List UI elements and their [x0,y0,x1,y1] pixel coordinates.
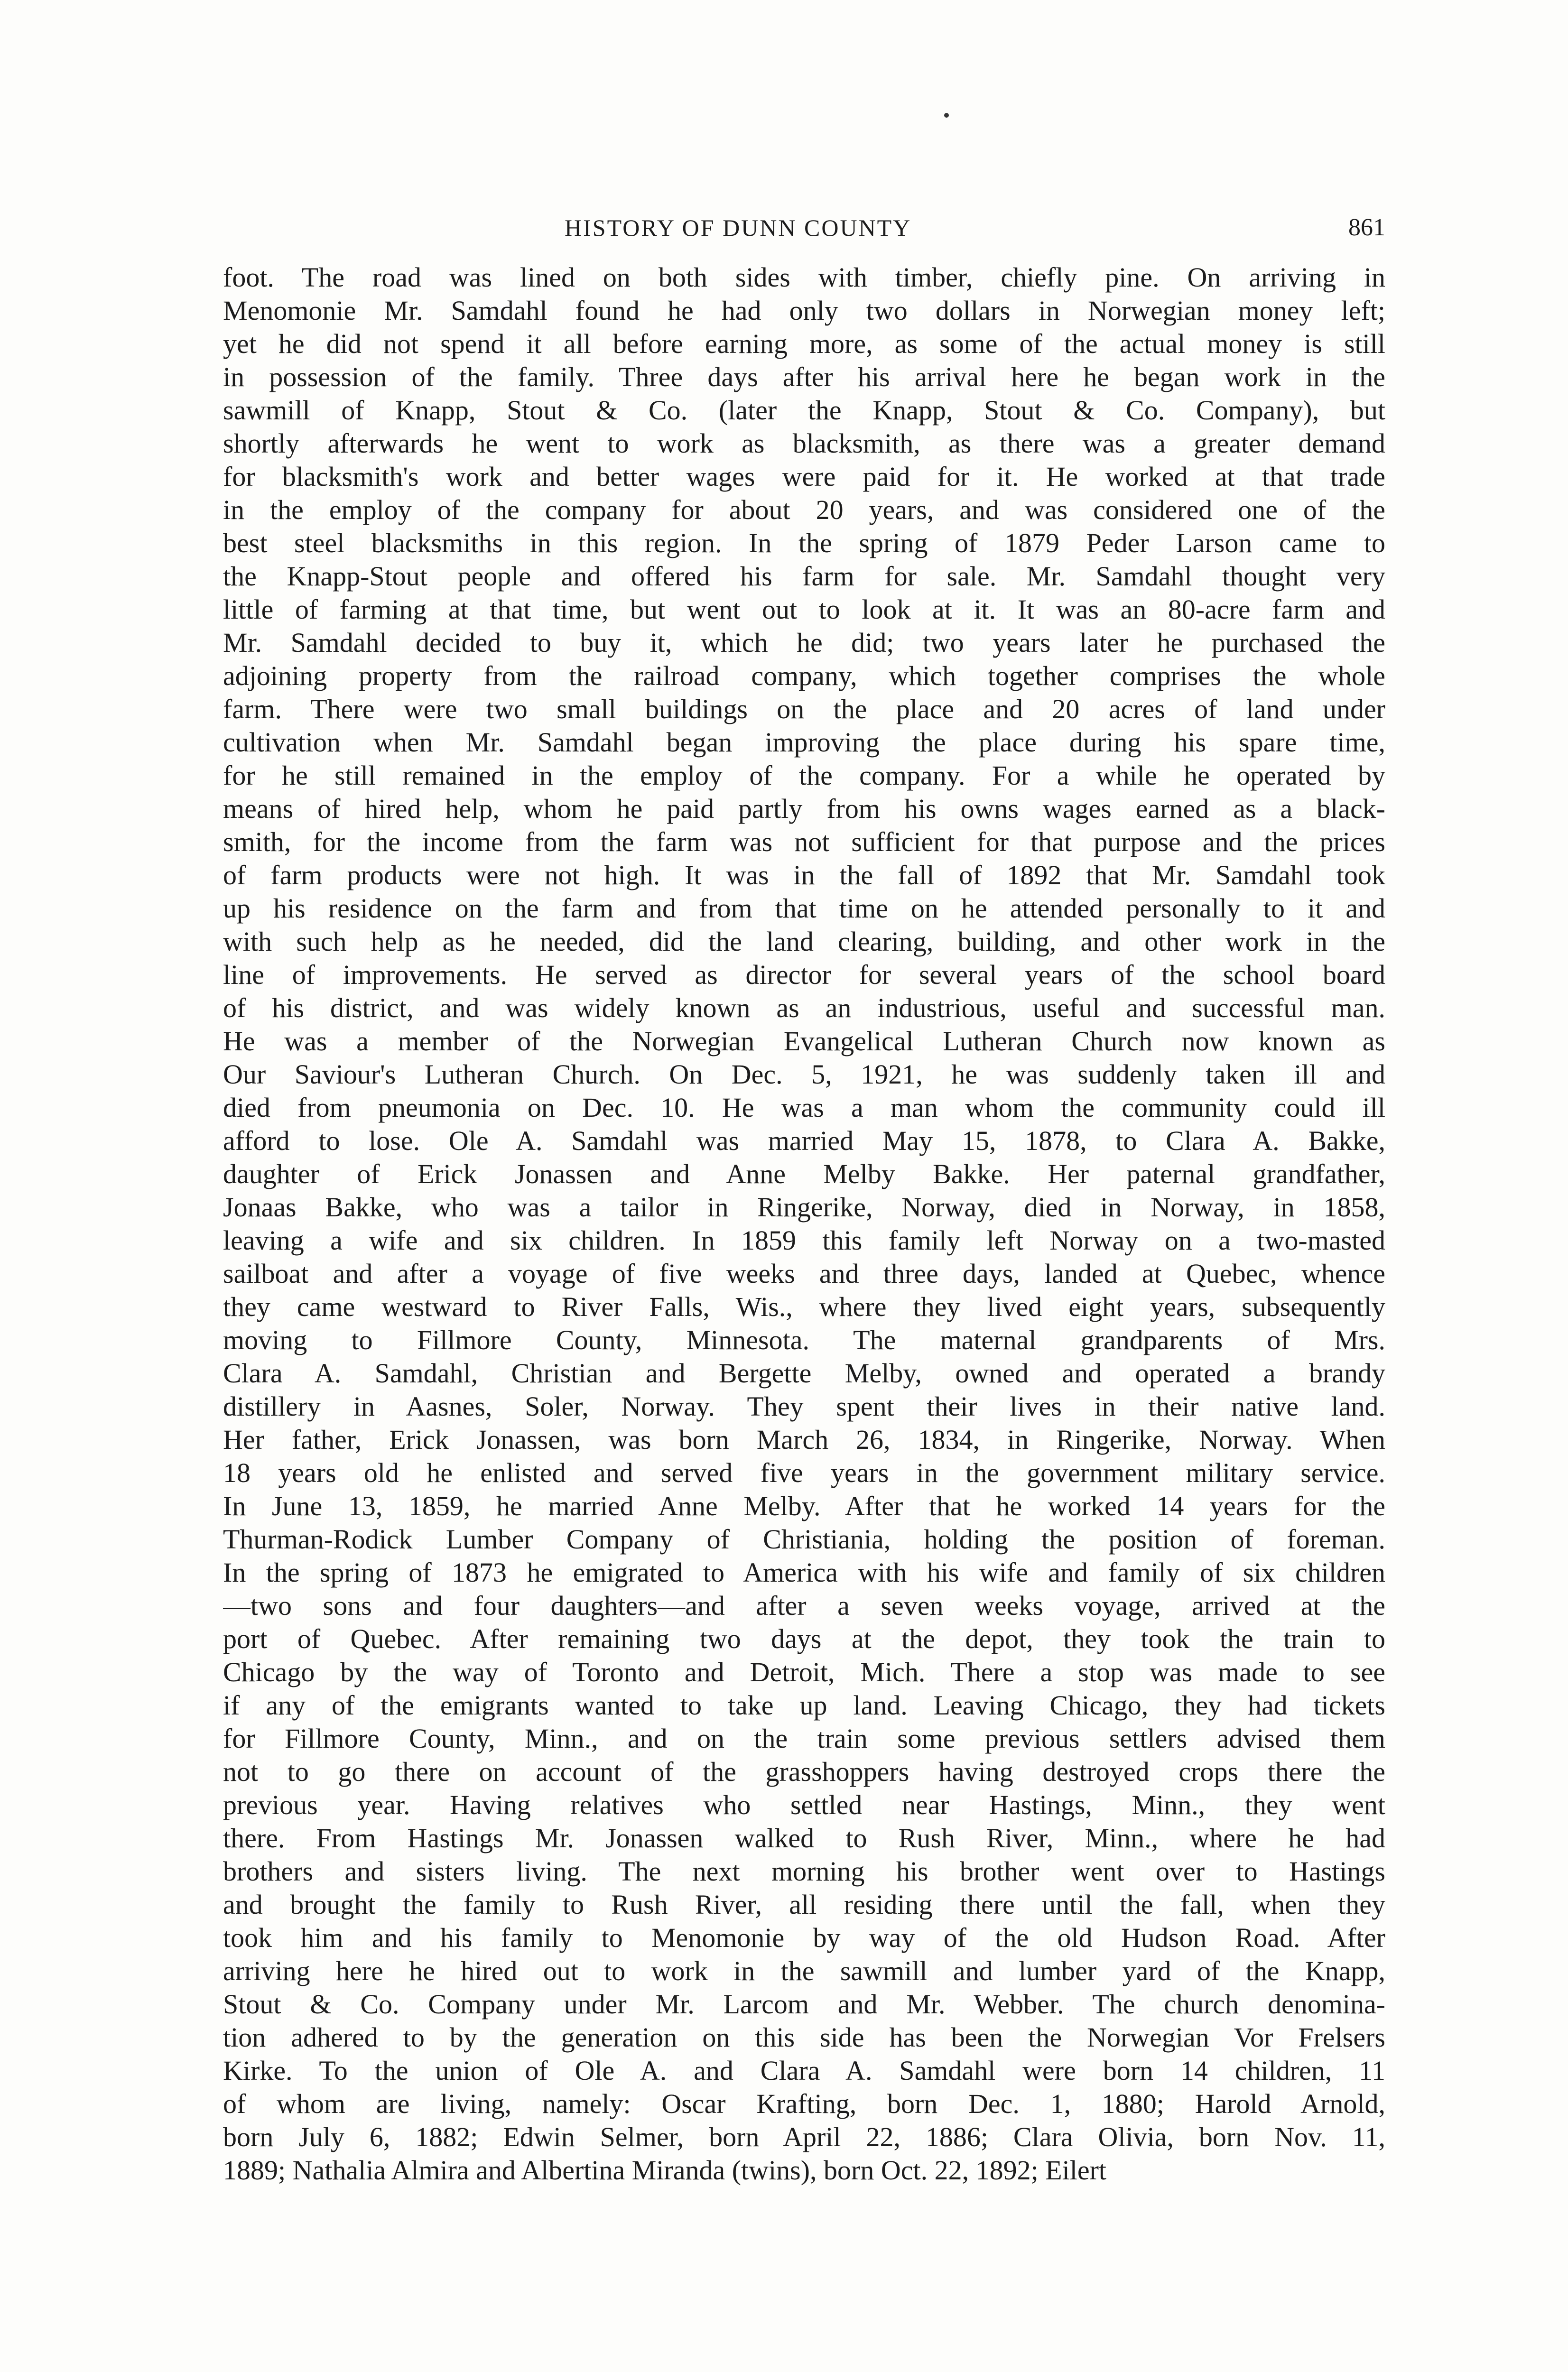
text-line: Stout & Co. Company under Mr. Larcom and Mr. Webber. The church denomina- [223,1989,1385,2020]
text-line: best steel blacksmiths in this region. In the spring of 1879 Peder Larson came to [223,528,1385,558]
text-line: in possession of the family. Three days after his arrival here he began work in the [223,361,1385,392]
text-line: Her father, Erick Jonassen, was born March 26, 1834, in Ringerike, Norway. When [223,1424,1385,1455]
text-line: of his district, and was widely known as an industrious, useful and successful man. [223,992,1385,1023]
text-line: Clara A. Samdahl, Christian and Bergette Melby, owned and operated a brandy [223,1358,1385,1389]
text-line: leaving a wife and six children. In 1859 this family left Norway on a two-masted [223,1225,1385,1256]
page-speck [944,113,949,118]
text-line: arriving here he hired out to work in the sawmill and lumber yard of the Knapp, [223,1955,1385,1986]
text-line: means of hired help, whom he paid partly from his owns wages earned as a black- [223,793,1385,824]
text-line: farm. There were two small buildings on the place and 20 acres of land under [223,694,1385,724]
text-line: In the spring of 1873 he emigrated to America with his wife and family of six children [223,1557,1385,1588]
running-header [223,209,1385,247]
text-line: in the employ of the company for about 20 years, and was considered one of the [223,494,1385,525]
body-paragraph [223,261,1385,2187]
text-line: little of farming at that time, but went out to look at it. It was an 80-acre farm and [223,594,1385,625]
text-line: smith, for the income from the farm was not sufficient for that purpose and the prices [223,826,1385,857]
text-line: Chicago by the way of Toronto and Detroit, Mich. There a stop was made to see [223,1657,1385,1687]
text-line: sailboat and after a voyage of five weeks and three days, landed at Quebec, whence [223,1258,1385,1289]
text-line: adjoining property from the railroad company, which together comprises the whole [223,660,1385,691]
text-line: afford to lose. Ole A. Samdahl was married May 15, 1878, to Clara A. Bakke, [223,1125,1385,1156]
text-line: port of Quebec. After remaining two days at the depot, they took the train to [223,1623,1385,1654]
text-line: brothers and sisters living. The next morning his brother went over to Hastings [223,1856,1385,1887]
text-line: previous year. Having relatives who settled near Hastings, Minn., they went [223,1789,1385,1820]
text-line: Kirke. To the union of Ole A. and Clara A. Samdahl were born 14 children, 11 [223,2055,1385,2086]
text-line: line of improvements. He served as director for several years of the school board [223,959,1385,990]
text-line: Menomonie Mr. Samdahl found he had only two dollars in Norwegian money left; [223,295,1385,326]
text-line: for blacksmith's work and better wages were paid for it. He worked at that trade [223,461,1385,492]
text-line: 1889; Nathalia Almira and Albertina Miranda (twins), born Oct. 22, 1892; Eilert [223,2155,1107,2186]
text-line: 18 years old he enlisted and served five years in the government military service. [223,1457,1385,1488]
text-line: took him and his family to Menomonie by way of the old Hudson Road. After [223,1922,1385,1953]
text-line: for he still remained in the employ of the company. For a while he operated by [223,760,1385,791]
text-line: died from pneumonia on Dec. 10. He was a man whom the community could ill [223,1092,1385,1123]
text-line: Mr. Samdahl decided to buy it, which he did; two years later he purchased the [223,627,1385,658]
text-line: —two sons and four daughters—and after a seven weeks voyage, arrived at the [223,1590,1385,1621]
text-line: Our Saviour's Lutheran Church. On Dec. 5, 1921, he was suddenly taken ill and [223,1059,1385,1090]
text-line: for Fillmore County, Minn., and on the train some previous settlers advised them [223,1723,1385,1754]
text-line: tion adhered to by the generation on this side has been the Norwegian Vor Frelsers [223,2022,1385,2053]
text-line: born July 6, 1882; Edwin Selmer, born April 22, 1886; Clara Olivia, born Nov. 11, [223,2122,1385,2152]
text-line: moving to Fillmore County, Minnesota. The maternal grandparents of Mrs. [223,1325,1385,1355]
text-line: the Knapp-Stout people and offered his farm for sale. Mr. Samdahl thought very [223,561,1385,592]
text-line: Thurman-Rodick Lumber Company of Christiania, holding the position of foreman. [223,1524,1385,1555]
text-line: if any of the emigrants wanted to take up land. Leaving Chicago, they had tickets [223,1690,1385,1721]
text-line: of farm products were not high. It was in the fall of 1892 that Mr. Samdahl took [223,860,1385,890]
text-line: distillery in Aasnes, Soler, Norway. They spent their lives in their native land. [223,1391,1385,1422]
text-line: up his residence on the farm and from that time on he attended personally to it and [223,893,1385,924]
text-line: there. From Hastings Mr. Jonassen walked to Rush River, Minn., where he had [223,1823,1385,1853]
page-number: 861 [1348,214,1385,241]
text-line: In June 13, 1859, he married Anne Melby. After that he worked 14 years for the [223,1491,1385,1521]
text-line: He was a member of the Norwegian Evangelical Lutheran Church now known as [223,1026,1385,1056]
text-line: Jonaas Bakke, who was a tailor in Ringerike, Norway, died in Norway, in 1858, [223,1192,1385,1223]
text-line: with such help as he needed, did the land clearing, building, and other work in the [223,926,1385,957]
text-line: not to go there on account of the grasshoppers having destroyed crops there the [223,1756,1385,1787]
text-line: yet he did not spend it all before earning more, as some of the actual money is still [223,328,1385,359]
text-line: daughter of Erick Jonassen and Anne Melby Bakke. Her paternal grandfather, [223,1158,1385,1189]
text-line: foot. The road was lined on both sides with timber, chiefly pine. On arriving in [223,262,1385,293]
text-line: cultivation when Mr. Samdahl began improving the place during his spare time, [223,727,1385,758]
running-title: HISTORY OF DUNN COUNTY [565,214,912,241]
text-line: and brought the family to Rush River, all residing there until the fall, when they [223,1889,1385,1920]
text-line: they came westward to River Falls, Wis., where they lived eight years, subsequently [223,1291,1385,1322]
text-line: shortly afterwards he went to work as blacksmith, as there was a greater demand [223,428,1385,459]
text-line: of whom are living, namely: Oscar Krafting, born Dec. 1, 1880; Harold Arnold, [223,2088,1385,2119]
text-line: sawmill of Knapp, Stout & Co. (later the Knapp, Stout & Co. Company), but [223,395,1385,426]
